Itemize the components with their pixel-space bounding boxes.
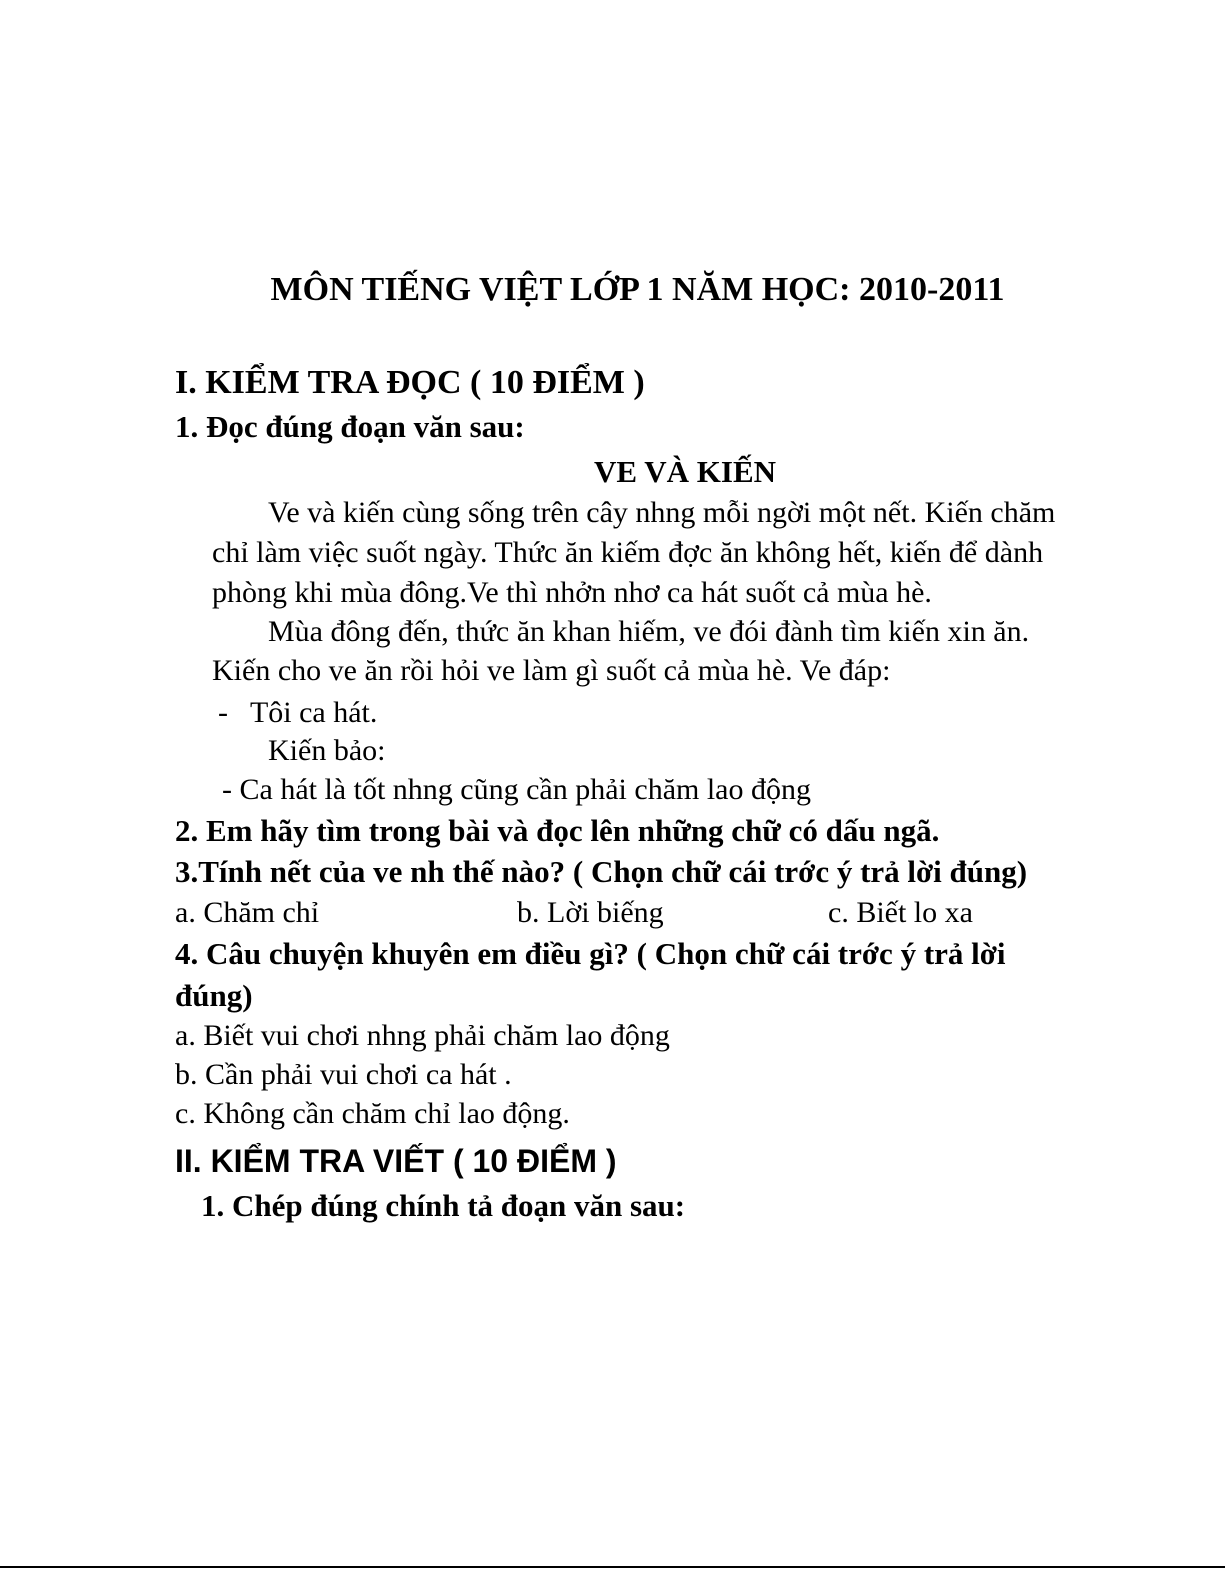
story-title: VE VÀ KIẾN <box>593 454 777 489</box>
question-4-option-b: b. Cần phải vui chơi ca hát . <box>175 1058 512 1091</box>
story-line: - Ca hát là tốt nhng cũng cần phải chăm lao động <box>222 773 811 806</box>
question-3-option-c: c. Biết lo xa <box>828 896 973 929</box>
story-line: Mùa đông đến, thức ăn khan hiếm, ve đói đành tìm kiến xin ăn. <box>268 615 1030 648</box>
question-3-option-b: b. Lời biếng <box>517 896 664 929</box>
bottom-border <box>0 1566 1225 1568</box>
story-line: chỉ làm việc suốt ngày. Thức ăn kiếm đợc ăn không hết, kiến để dành <box>212 536 1044 569</box>
story-line: phòng khi mùa đông.Ve thì nhởn nhơ ca hát suốt cả mùa hè. <box>212 576 932 609</box>
question-3-option-a: a. Chăm chỉ <box>175 896 320 929</box>
question-2: 2. Em hãy tìm trong bài và đọc lên những chữ có dấu ngã. <box>175 813 940 848</box>
story-line: Ve và kiến cùng sống trên cây nhng mỗi ngời một nết. Kiến chăm <box>268 496 1056 529</box>
section2-heading: II. KIỂM TRA VIẾT ( 10 ĐIỂM ) <box>175 1143 617 1179</box>
story-line: - Tôi ca hát. <box>218 696 378 729</box>
question-4-continued: đúng) <box>175 978 253 1013</box>
question-4-option-a: a. Biết vui chơi nhng phải chăm lao động <box>175 1019 670 1052</box>
question-4: 4. Câu chuyện khuyên em điều gì? ( Chọn chữ cái trớc ý trả lời <box>175 936 1006 971</box>
story-line: Kiến cho ve ăn rồi hỏi ve làm gì suốt cả mùa hè. Ve đáp: <box>212 654 891 687</box>
document-title: MÔN TIẾNG VIỆT LỚP 1 NĂM HỌC: 2010-2011 <box>270 271 1005 308</box>
question-3: 3.Tính nết của ve nh thế nào? ( Chọn chữ cái trớc ý trả lời đúng) <box>175 854 1028 889</box>
section1-heading: I. KIỂM TRA ĐỌC ( 10 ĐIỂM ) <box>175 364 645 401</box>
section2-question-1: 1. Chép đúng chính tả đoạn văn sau: <box>201 1188 686 1223</box>
story-line: Kiến bảo: <box>268 734 386 767</box>
question-1: 1. Đọc đúng đoạn văn sau: <box>175 409 525 444</box>
question-4-option-c: c. Không cần chăm chỉ lao động. <box>175 1097 570 1130</box>
